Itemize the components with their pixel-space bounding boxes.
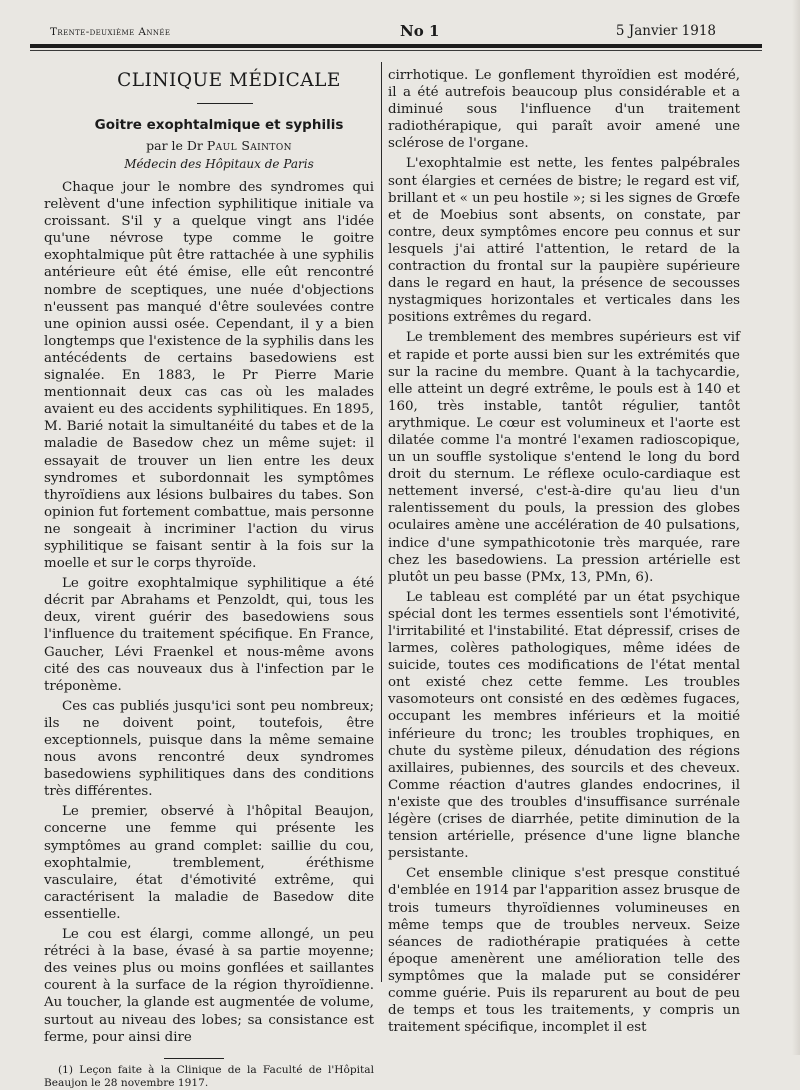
paragraph: Le cou est élargi, comme allongé, un peu rétréci à la base, évasé à sa partie moyenne; des veines plus ou moins gonflées et saillantes courent à la surface de la région thyroïdienne. Au toucher, la glande est augmentée de volume, surtout au niveau des lobes; sa consistance est ferme, pour ainsi dire xyxy=(44,927,374,1045)
issue-date: 5 Janvier 1918 xyxy=(615,23,716,39)
paragraph: Le goitre exophtalmique syphilitique a été décrit par Abrahams et Penzoldt, qui, tous les deux, virent guérir des basedowiens sous l'influence du traitement spécifique. En France, Gaucher, Lévi Fraenkel et nous-même avons cité des cas nouveaux dus à l'infection par le tréponème. xyxy=(44,576,374,694)
article-title: Goitre exophtalmique et syphilis xyxy=(94,117,344,133)
right-column xyxy=(388,64,740,1036)
issue-number: No 1 xyxy=(400,22,440,40)
column-divider xyxy=(381,62,382,982)
paragraph: Le premier, observé à l'hôpital Beaujon, concerne une femme qui présente les symptômes au grand complet: saillie du cou, exophtalmie, tremblement, éréthisme vasculaire, état d'émotivité extrême, qui caractérisent la maladie de Basedow dite essentielle. xyxy=(44,804,374,922)
paragraph: cirrhotique. Le gonflement thyroïdien est modéré, il a été autrefois beaucoup plus considérable et a diminué sous l'influence d'un traitement radiothérapique, qui paraît avoir amené une sclérose de l'organe. xyxy=(388,68,740,152)
paragraph: Ces cas publiés jusqu'ici sont peu nombreux; ils ne doivent point, toutefois, être exceptionnels, puisque dans la même semaine nous avons rencontré deux syndromes basedowiens syphilitiques dans des conditions très différentes. xyxy=(44,698,374,800)
header-rule-thin xyxy=(30,50,762,51)
byline-prefix: par le Dr xyxy=(146,138,203,153)
author-affiliation: Médecin des Hôpitaux de Paris xyxy=(124,157,314,171)
left-column xyxy=(44,64,374,1090)
footnote-rule xyxy=(164,1058,224,1059)
paper-edge xyxy=(792,0,800,1055)
paragraph: Chaque jour le nombre des syndromes qui relèvent d'une infection syphilitique initiale va croissant. S'il y a quelque vingt ans l'idée qu'une névrose type comme le goitre exophtalmique pût être rattachée à une syphilis antérieure eût été émise, elle eût rencontré nombre de sceptiques, une nuée d'objections n'eussent pas manqué d'être soulevées contre une opinion aussi osée. Cependant, il y a bien longtemps que l'existence de la syphilis dans les antécédents de certains basedowiens est signalée. En 1883, le Pr Pierre Marie mentionnait deux cas cas où les malades avaient eu des accidents syphilitiques. En 1895, M. Barié notait la simultanéité du tabes et de la maladie de Basedow chez un même sujet: il essayait de trouver un lien entre les deux syndromes et subordonnait les symptômes thyroïdiens aux lésions bulbaires du tabes. Son opinion fut fortement combattue, mais personne ne songeait à incriminer l'action du virus syphilitique se faisant sentir à la fois sur la moelle et sur le corps thyroïde. xyxy=(44,180,374,572)
author-name: Paul Sainton xyxy=(206,138,292,153)
header-rule-thick xyxy=(30,44,762,48)
section-title: CLINIQUE MÉDICALE xyxy=(117,70,341,91)
paragraph: Cet ensemble clinique s'est presque constitué d'emblée en 1914 par l'apparition assez brusque de trois tumeurs thyroïdiennes volumineuses en même temps que de troubles nerveux. Seize séances de radiothérapie pratiquées à cette époque amenèrent une amélioration telle des symptômes que la malade put se considérer comme guérie. Puis ils reparurent au bout de peu de temps et tous les traitements, y compris un traitement spécifique, incomplet il est xyxy=(388,866,740,1036)
footnote: (1) Leçon faite à la Clinique de la Faculté de l'Hôpital Beaujon le 28 novembre 1917. xyxy=(44,1063,374,1089)
paragraph: L'exophtalmie est nette, les fentes palpébrales sont élargies et cernées de bistre; le regard est vif, brillant et « un peu hostile »; si les signes de Grœfe et de Moebius sont absents, on constate, par contre, deux symptômes encore peu connus et sur lesquels j'ai attiré l'attention, le retard de la contraction du frontal sur la paupière supérieure dans le regard en haut, la présence de secousses nystagmiques horizontales et verticales dans les positions extrêmes du regard. xyxy=(388,156,740,326)
running-header xyxy=(38,20,750,42)
paragraph: Le tremblement des membres supérieurs est vif et rapide et porte aussi bien sur les extrémités que sur la racine du membre. Quant à la tachycardie, elle atteint un degré extrême, le pouls est à 140 et 160, très instable, tantôt régulier, tantôt arythmique. Le cœur est volumineux et l'aorte est dilatée comme l'a montré l'examen radioscopique, un un souffle systolique s'entend le long du bord droit du sternum. Le réflexe oculo-cardiaque est nettement inversé, c'est-à-dire qu'au lieu d'un ralentissement du pouls, la pression des globes oculaires amène une accélération de 40 pulsations, indice d'une sympathicotonie très marquée, rare chez les basedowiens. La pression artérielle est plutôt un peu basse (PMx, 13, PMn, 6). xyxy=(388,330,740,585)
paragraph: Le tableau est complété par un état psychique spécial dont les termes essentiels sont l'émotivité, l'irritabilité et l'instabilité. Etat dépressif, crises de larmes, colères pathologiques, même idées de suicide, toutes ces modifications de l'état mental ont existé chez cette femme. Les troubles vasomoteurs ont consisté en des œdèmes fugaces, occupant les membres inférieurs et la moitié inférieure du tronc; les troubles trophiques, en chute du système pileux, dénudation des régions axillaires, pubiennes, des sourcils et des cheveux. Comme réaction d'autres glandes endocrines, il n'existe que des troubles d'insuffisance surrénale légère (crises de diarrhée, petite diminution de la tension artérielle, présence d'une ligne blanche persistante. xyxy=(388,589,740,862)
byline xyxy=(64,138,374,153)
volume-label: Trente-deuxième Année xyxy=(50,26,171,38)
title-rule xyxy=(197,103,253,104)
